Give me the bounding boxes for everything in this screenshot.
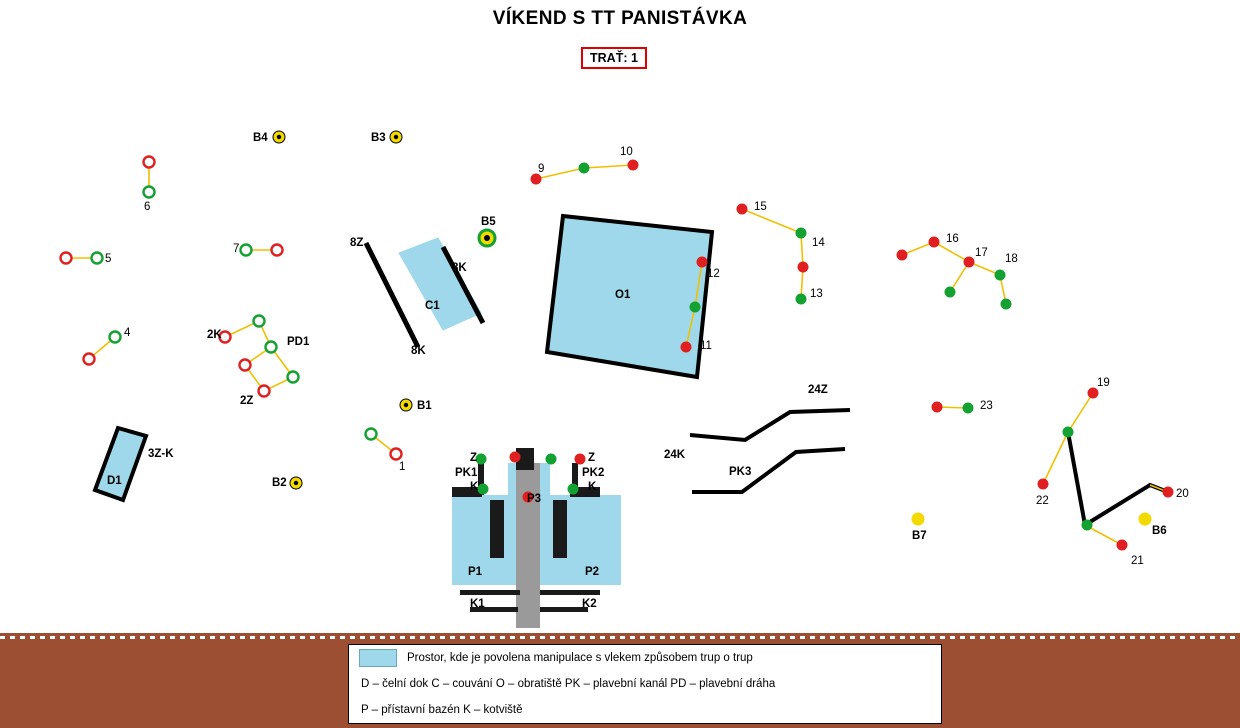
marker-m1a[interactable] <box>366 429 377 440</box>
label-nz1: Z <box>470 452 478 464</box>
label-b2: B2 <box>272 477 287 489</box>
marker-m4a[interactable] <box>110 332 121 343</box>
label-npk2: PK2 <box>582 467 605 479</box>
label-b6: B6 <box>1152 525 1167 537</box>
label-n16: 16 <box>946 233 959 245</box>
label-n7: 7 <box>233 243 240 255</box>
marker-m13[interactable] <box>796 294 807 305</box>
marker-m23a[interactable] <box>932 402 943 413</box>
label-n24z: 24Z <box>808 384 828 396</box>
marker-m16b[interactable] <box>929 237 940 248</box>
marker-mb7[interactable] <box>912 513 925 526</box>
label-n20: 20 <box>1176 488 1189 500</box>
marker-m17b[interactable] <box>964 257 975 268</box>
legend-line-2: D – čelní dok C – couvání O – obratiště PK – plavební kanál PD – plavební dráha <box>361 678 776 690</box>
label-np2: P2 <box>585 566 600 578</box>
label-npk1: PK1 <box>455 467 478 479</box>
marker-mpk1z[interactable] <box>476 454 487 465</box>
marker-mb3[interactable] <box>390 131 402 143</box>
label-n4: 4 <box>124 327 131 339</box>
legend-row-abbrev-1 <box>349 671 941 697</box>
marker-mb6[interactable] <box>1139 513 1152 526</box>
label-n9: 9 <box>538 163 545 175</box>
marker-m17a[interactable] <box>945 287 956 298</box>
marker-mpk2r[interactable] <box>575 454 586 465</box>
label-nk1b: K1 <box>470 598 485 610</box>
marker-mpk1r[interactable] <box>510 452 521 463</box>
label-n19: 19 <box>1097 377 1110 389</box>
marker-m19[interactable] <box>1088 388 1099 399</box>
label-n2k: 2K <box>207 329 222 341</box>
marker-mpd1b[interactable] <box>266 342 277 353</box>
marker-mb2[interactable] <box>290 477 302 489</box>
label-b4: B4 <box>253 132 268 144</box>
legend-row-area <box>349 645 941 671</box>
label-n23: 23 <box>980 400 993 412</box>
marker-m4b[interactable] <box>84 354 95 365</box>
legend-swatch <box>359 649 397 667</box>
label-n8k_bot: 8K <box>411 345 426 357</box>
marker-m7b[interactable] <box>272 245 283 256</box>
marker-m18a[interactable] <box>995 270 1006 281</box>
marker-m23b[interactable] <box>963 403 974 414</box>
marker-mpk2k[interactable] <box>568 484 579 495</box>
marker-m14[interactable] <box>796 228 807 239</box>
marker-m6g[interactable] <box>144 187 155 198</box>
label-np3: P3 <box>527 493 542 505</box>
legend-box <box>348 644 942 724</box>
label-n14: 14 <box>812 237 825 249</box>
label-n12: 12 <box>707 268 720 280</box>
marker-m20[interactable] <box>1163 487 1174 498</box>
marker-m22[interactable] <box>1038 479 1049 490</box>
label-npd1: PD1 <box>287 336 310 348</box>
marker-mpk2z[interactable] <box>546 454 557 465</box>
marker-mb5[interactable] <box>479 230 495 246</box>
label-nk2: K <box>588 481 597 493</box>
legend-line-3: P – přístavní bazén K – kotviště <box>361 704 523 716</box>
label-nc1: C1 <box>425 300 440 312</box>
page-title: VÍKEND S TT PANISTÁVKA <box>492 8 748 29</box>
marker-m19b[interactable] <box>1063 427 1074 438</box>
marker-m15[interactable] <box>737 204 748 215</box>
label-nk2b: K2 <box>582 598 597 610</box>
label-n17: 17 <box>975 247 988 259</box>
label-n2z: 2Z <box>240 395 254 407</box>
label-n5: 5 <box>105 253 112 265</box>
legend-area-text: Prostor, kde je povolena manipulace s vlekem způsobem trup o trup <box>407 652 753 664</box>
marker-m7a[interactable] <box>241 245 252 256</box>
label-n1: 1 <box>399 461 406 473</box>
marker-mpd1d[interactable] <box>288 372 299 383</box>
label-nk1: K <box>470 481 479 493</box>
route-badge: TRAŤ: 1 <box>581 47 647 69</box>
label-np1: P1 <box>468 566 483 578</box>
label-nz2: Z <box>588 452 596 464</box>
label-n8k_top: 8K <box>452 262 467 274</box>
marker-m9[interactable] <box>531 174 542 185</box>
marker-m5a[interactable] <box>61 253 72 264</box>
label-n24k: 24K <box>664 449 686 461</box>
legend-row-abbrev-2 <box>349 697 941 723</box>
marker-mpd1c[interactable] <box>240 360 251 371</box>
label-n21: 21 <box>1131 555 1144 567</box>
marker-m5b[interactable] <box>92 253 103 264</box>
label-n8z: 8Z <box>350 237 364 249</box>
marker-m9b[interactable] <box>579 163 590 174</box>
marker-m16a[interactable] <box>897 250 908 261</box>
label-b5: B5 <box>481 216 496 228</box>
marker-m2z[interactable] <box>259 386 270 397</box>
label-n15: 15 <box>754 201 767 213</box>
label-b1: B1 <box>417 400 432 412</box>
label-n10: 10 <box>620 146 633 158</box>
label-n6: 6 <box>144 201 151 213</box>
marker-mb4[interactable] <box>273 131 285 143</box>
label-no1: O1 <box>615 289 631 301</box>
label-n13: 13 <box>810 288 823 300</box>
marker-m12[interactable] <box>697 257 708 268</box>
marker-mpd1a[interactable] <box>254 316 265 327</box>
marker-m21[interactable] <box>1117 540 1128 551</box>
label-n18: 18 <box>1005 253 1018 265</box>
marker-m11b[interactable] <box>690 302 701 313</box>
marker-m10[interactable] <box>628 160 639 171</box>
marker-mpk1k[interactable] <box>478 484 489 495</box>
label-npk3: PK3 <box>729 466 752 478</box>
marker-mb1[interactable] <box>400 399 412 411</box>
label-b7: B7 <box>912 530 927 542</box>
label-b3: B3 <box>371 132 386 144</box>
marker-m1b[interactable] <box>391 449 402 460</box>
label-n3zk: 3Z-K <box>148 448 174 460</box>
label-n22: 22 <box>1036 495 1049 507</box>
label-n11: 11 <box>700 340 712 352</box>
marker-m6r[interactable] <box>144 157 155 168</box>
marker-m14b[interactable] <box>798 262 809 273</box>
marker-m21b[interactable] <box>1082 520 1093 531</box>
marker-m11[interactable] <box>681 342 692 353</box>
band-dotted-edge <box>0 636 1240 639</box>
label-nd1: D1 <box>107 475 122 487</box>
marker-m18b[interactable] <box>1001 299 1012 310</box>
